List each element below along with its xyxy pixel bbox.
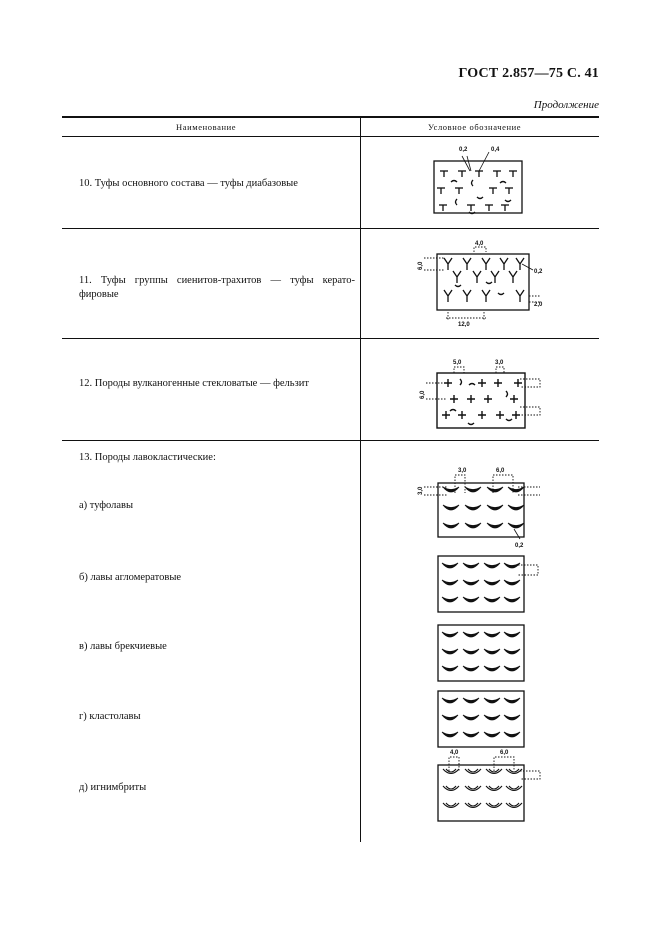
dim-label: 0,4 bbox=[491, 147, 500, 153]
dim-label: 6,0 bbox=[496, 468, 505, 474]
symbol-keratophyre-tuff bbox=[418, 238, 548, 328]
row-13a-label: а) туфолавы bbox=[79, 500, 134, 511]
dim-label: 3,0 bbox=[418, 486, 424, 495]
symbol-ignimbrite bbox=[428, 745, 548, 825]
dim-label: 0,2 bbox=[515, 543, 524, 549]
dim-label: 5,0 bbox=[453, 360, 462, 366]
row-13-label: 13. Породы лавокластические: bbox=[79, 452, 216, 463]
column-header-symbol: Условное обозначение bbox=[428, 122, 522, 132]
dim-label: 2,0 bbox=[534, 302, 543, 308]
row-12-label: 12. Породы вулканогенные стекловатые — фельзит bbox=[79, 378, 309, 389]
row-13v-label: в) лавы брекчиевые bbox=[79, 641, 167, 652]
symbol-breccia-lava bbox=[430, 622, 530, 684]
symbol-clastolava bbox=[430, 688, 530, 750]
row-13g-label: г) кластолавы bbox=[79, 711, 141, 722]
table-top-rule bbox=[62, 116, 599, 118]
table-header-rule bbox=[62, 136, 599, 137]
symbol-felsite bbox=[420, 355, 550, 435]
symbol-agglomerate-lava bbox=[430, 553, 545, 615]
dim-label: 4,0 bbox=[450, 750, 459, 756]
dim-label: 6,0 bbox=[500, 750, 509, 756]
row-divider bbox=[62, 440, 599, 441]
row-divider bbox=[62, 228, 599, 229]
row-divider bbox=[62, 338, 599, 339]
symbol-tuff-lava bbox=[418, 465, 548, 550]
row-11-label-line1: 11. Туфы группы сиенитов-трахитов — туфы керато- bbox=[79, 275, 355, 286]
dim-label: 4,0 bbox=[475, 241, 484, 247]
dim-label: 12,0 bbox=[458, 322, 470, 328]
dim-label: 3,0 bbox=[495, 360, 504, 366]
page-header: ГОСТ 2.857—75 С. 41 bbox=[458, 66, 599, 81]
dim-label: 0,2 bbox=[459, 147, 468, 153]
column-header-name: Наименование bbox=[176, 122, 237, 132]
dim-label: 3,0 bbox=[458, 468, 467, 474]
row-11-label-line2: фировые bbox=[79, 289, 119, 300]
row-13b-label: б) лавы агломератовые bbox=[79, 572, 182, 583]
symbol-diabase-tuff bbox=[415, 142, 530, 217]
dim-label: 6,0 bbox=[418, 261, 424, 270]
dim-label: 6,0 bbox=[420, 390, 426, 399]
continued-label: Продолжение bbox=[533, 99, 599, 111]
row-10-label: 10. Туфы основного состава — туфы диабазовые bbox=[79, 178, 298, 189]
row-13d-label: д) игнимбриты bbox=[79, 782, 147, 793]
column-divider bbox=[360, 117, 361, 842]
dim-label: 0,2 bbox=[534, 269, 543, 275]
